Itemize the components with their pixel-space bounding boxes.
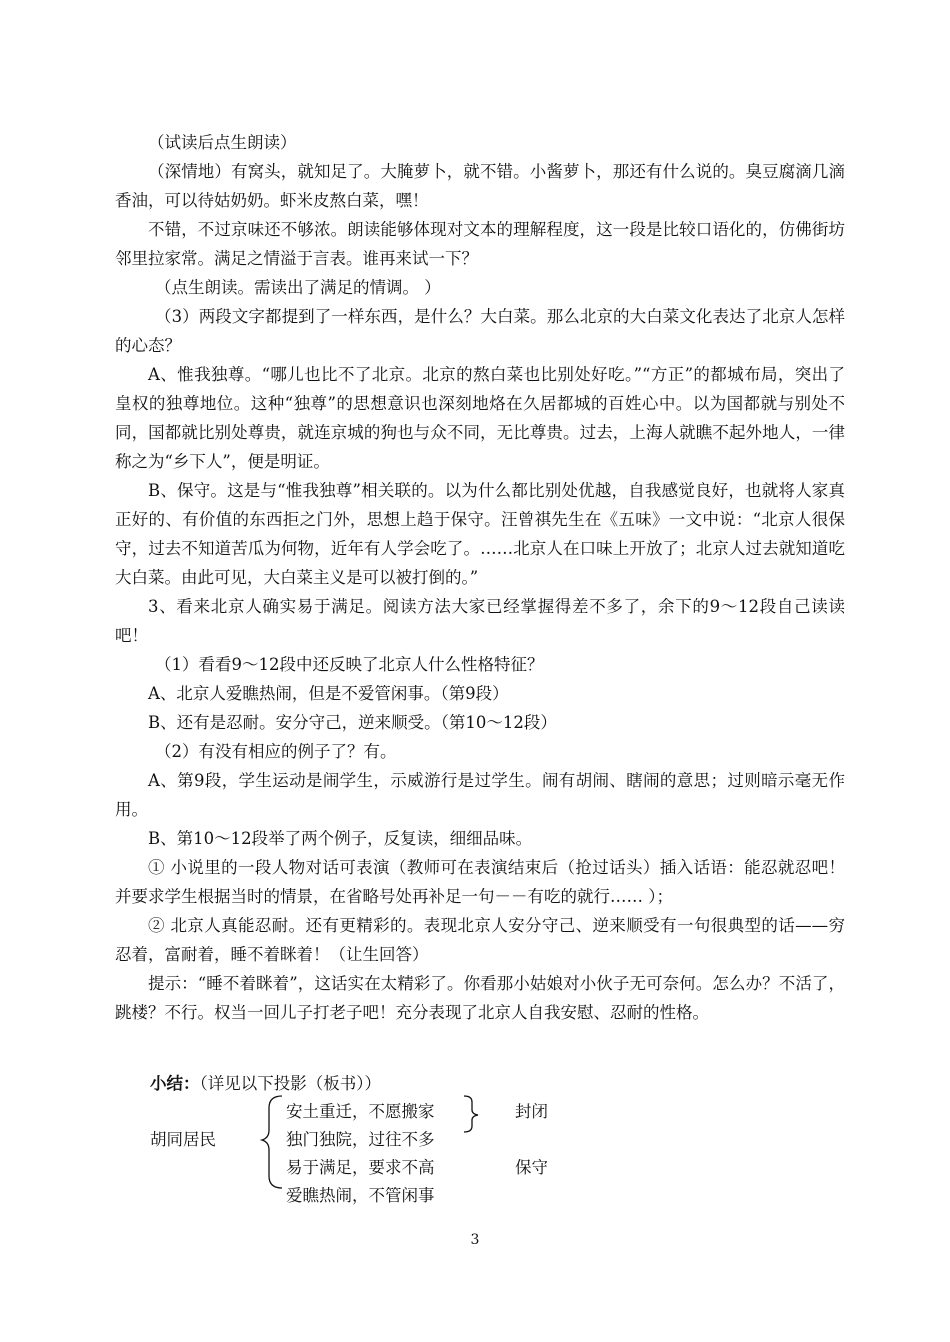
paragraph: A、第9段，学生运动是闹学生，示威游行是过学生。闹有胡闹、瞎闹的意思；过则暗示毫无作用。 bbox=[115, 771, 845, 819]
left-brace-icon bbox=[262, 1096, 282, 1188]
right-brace-icon bbox=[464, 1096, 478, 1132]
paragraph: （深情地）有窝头，就知足了。大腌萝卜，就不错。小酱萝卜，那还有什么说的。臭豆腐滴几滴香油，可以待姑奶奶。虾米皮熬白菜，嘿！ bbox=[115, 162, 845, 210]
paragraph: 3、看来北京人确实易于满足。阅读方法大家已经掌握得差不多了，余下的9～12段自己读读吧！ bbox=[115, 597, 845, 645]
summary-item: 爱瞧热闹，不管闲事 bbox=[286, 1186, 435, 1205]
page-number: 3 bbox=[470, 1232, 480, 1248]
paragraph: （3）两段文字都提到了一样东西，是什么？大白菜。那么北京的大白菜文化表达了北京人怎样的心态？ bbox=[115, 307, 845, 355]
summary-item: 安土重迁，不愿搬家 bbox=[286, 1102, 435, 1121]
paragraph: A、惟我独尊。“哪儿也比不了北京。北京的熬白菜也比别处好吃。”“方正”的都城布局，突出了皇权的独尊地位。这种“独尊”的思想意识也深刻地烙在久居都城的百姓心中。以为国都就与别处不同，国都就比别处尊贵，就连京城的狗也与众不同，无比尊贵。过去，上海人就瞧不起外地人，一律称之为“乡下人”，便是明证。 bbox=[115, 365, 845, 471]
body-text bbox=[115, 128, 845, 1027]
paragraph: （2）有没有相应的例子了？有。 bbox=[155, 742, 397, 761]
paragraph: B、还有是忍耐。安分守己，逆来顺受。（第10～12段） bbox=[148, 713, 557, 732]
summary-note: （详见以下投影（板书）） bbox=[199, 1074, 381, 1093]
paragraph: 不错，不过京味还不够浓。朗读能够体现对文本的理解程度，这一段是比较口语化的，仿佛街坊邻里拉家常。满足之情溢于言表。谁再来试一下？ bbox=[115, 220, 845, 268]
paragraph: （试读后点生朗读） bbox=[148, 133, 297, 152]
summary-item: 易于满足，要求不高 bbox=[286, 1158, 435, 1177]
paragraph: A、北京人爱瞧热闹，但是不爱管闲事。（第9段） bbox=[148, 684, 509, 703]
paragraph: （点生朗读。需读出了满足的情调。 ） bbox=[155, 278, 441, 297]
paragraph: （1）看看9～12段中还反映了北京人什么性格特征？ bbox=[155, 655, 544, 674]
paragraph: ② 北京人真能忍耐。还有更精彩的。表现北京人安分守己、逆来顺受有一句很典型的话——穷忍着，富耐着，睡不着眯着！（让生回答） bbox=[115, 916, 845, 964]
summary-conclusion-conservative: 保守 bbox=[515, 1158, 548, 1177]
paragraph: B、第10～12段举了两个例子，反复读，细细品味。 bbox=[148, 829, 533, 848]
summary-conclusion-closed: 封闭 bbox=[515, 1102, 548, 1121]
summary-subject: 胡同居民 bbox=[150, 1130, 216, 1149]
paragraph: 提示：“睡不着眯着”，这话实在太精彩了。你看那小姑娘对小伙子无可奈何。怎么办？不活了，跳楼？不行。权当一回儿子打老子吧！充分表现了北京人自我安慰、忍耐的性格。 bbox=[115, 974, 845, 1022]
paragraph: ① 小说里的一段人物对话可表演（教师可在表演结束后（抢过话头）插入话语：能忍就忍吧！并要求学生根据当时的情景，在省略号处再补足一句－－有吃的就行…… ）； bbox=[115, 858, 845, 906]
summary-label: 小结： bbox=[150, 1074, 200, 1093]
paragraph: B、保守。这是与“惟我独尊”相关联的。以为什么都比别处优越，自我感觉良好，也就将人家真正好的、有价值的东西拒之门外，思想上趋于保守。汪曾祺先生在《五味》一文中说：“北京人很保守，过去不知道苦瓜为何物，近年有人学会吃了。……北京人在口味上开放了；北京人过去就知道吃大白菜。由此可见，大白菜主义是可以被打倒的。” bbox=[115, 481, 845, 587]
summary-item: 独门独院，过往不多 bbox=[286, 1130, 435, 1149]
